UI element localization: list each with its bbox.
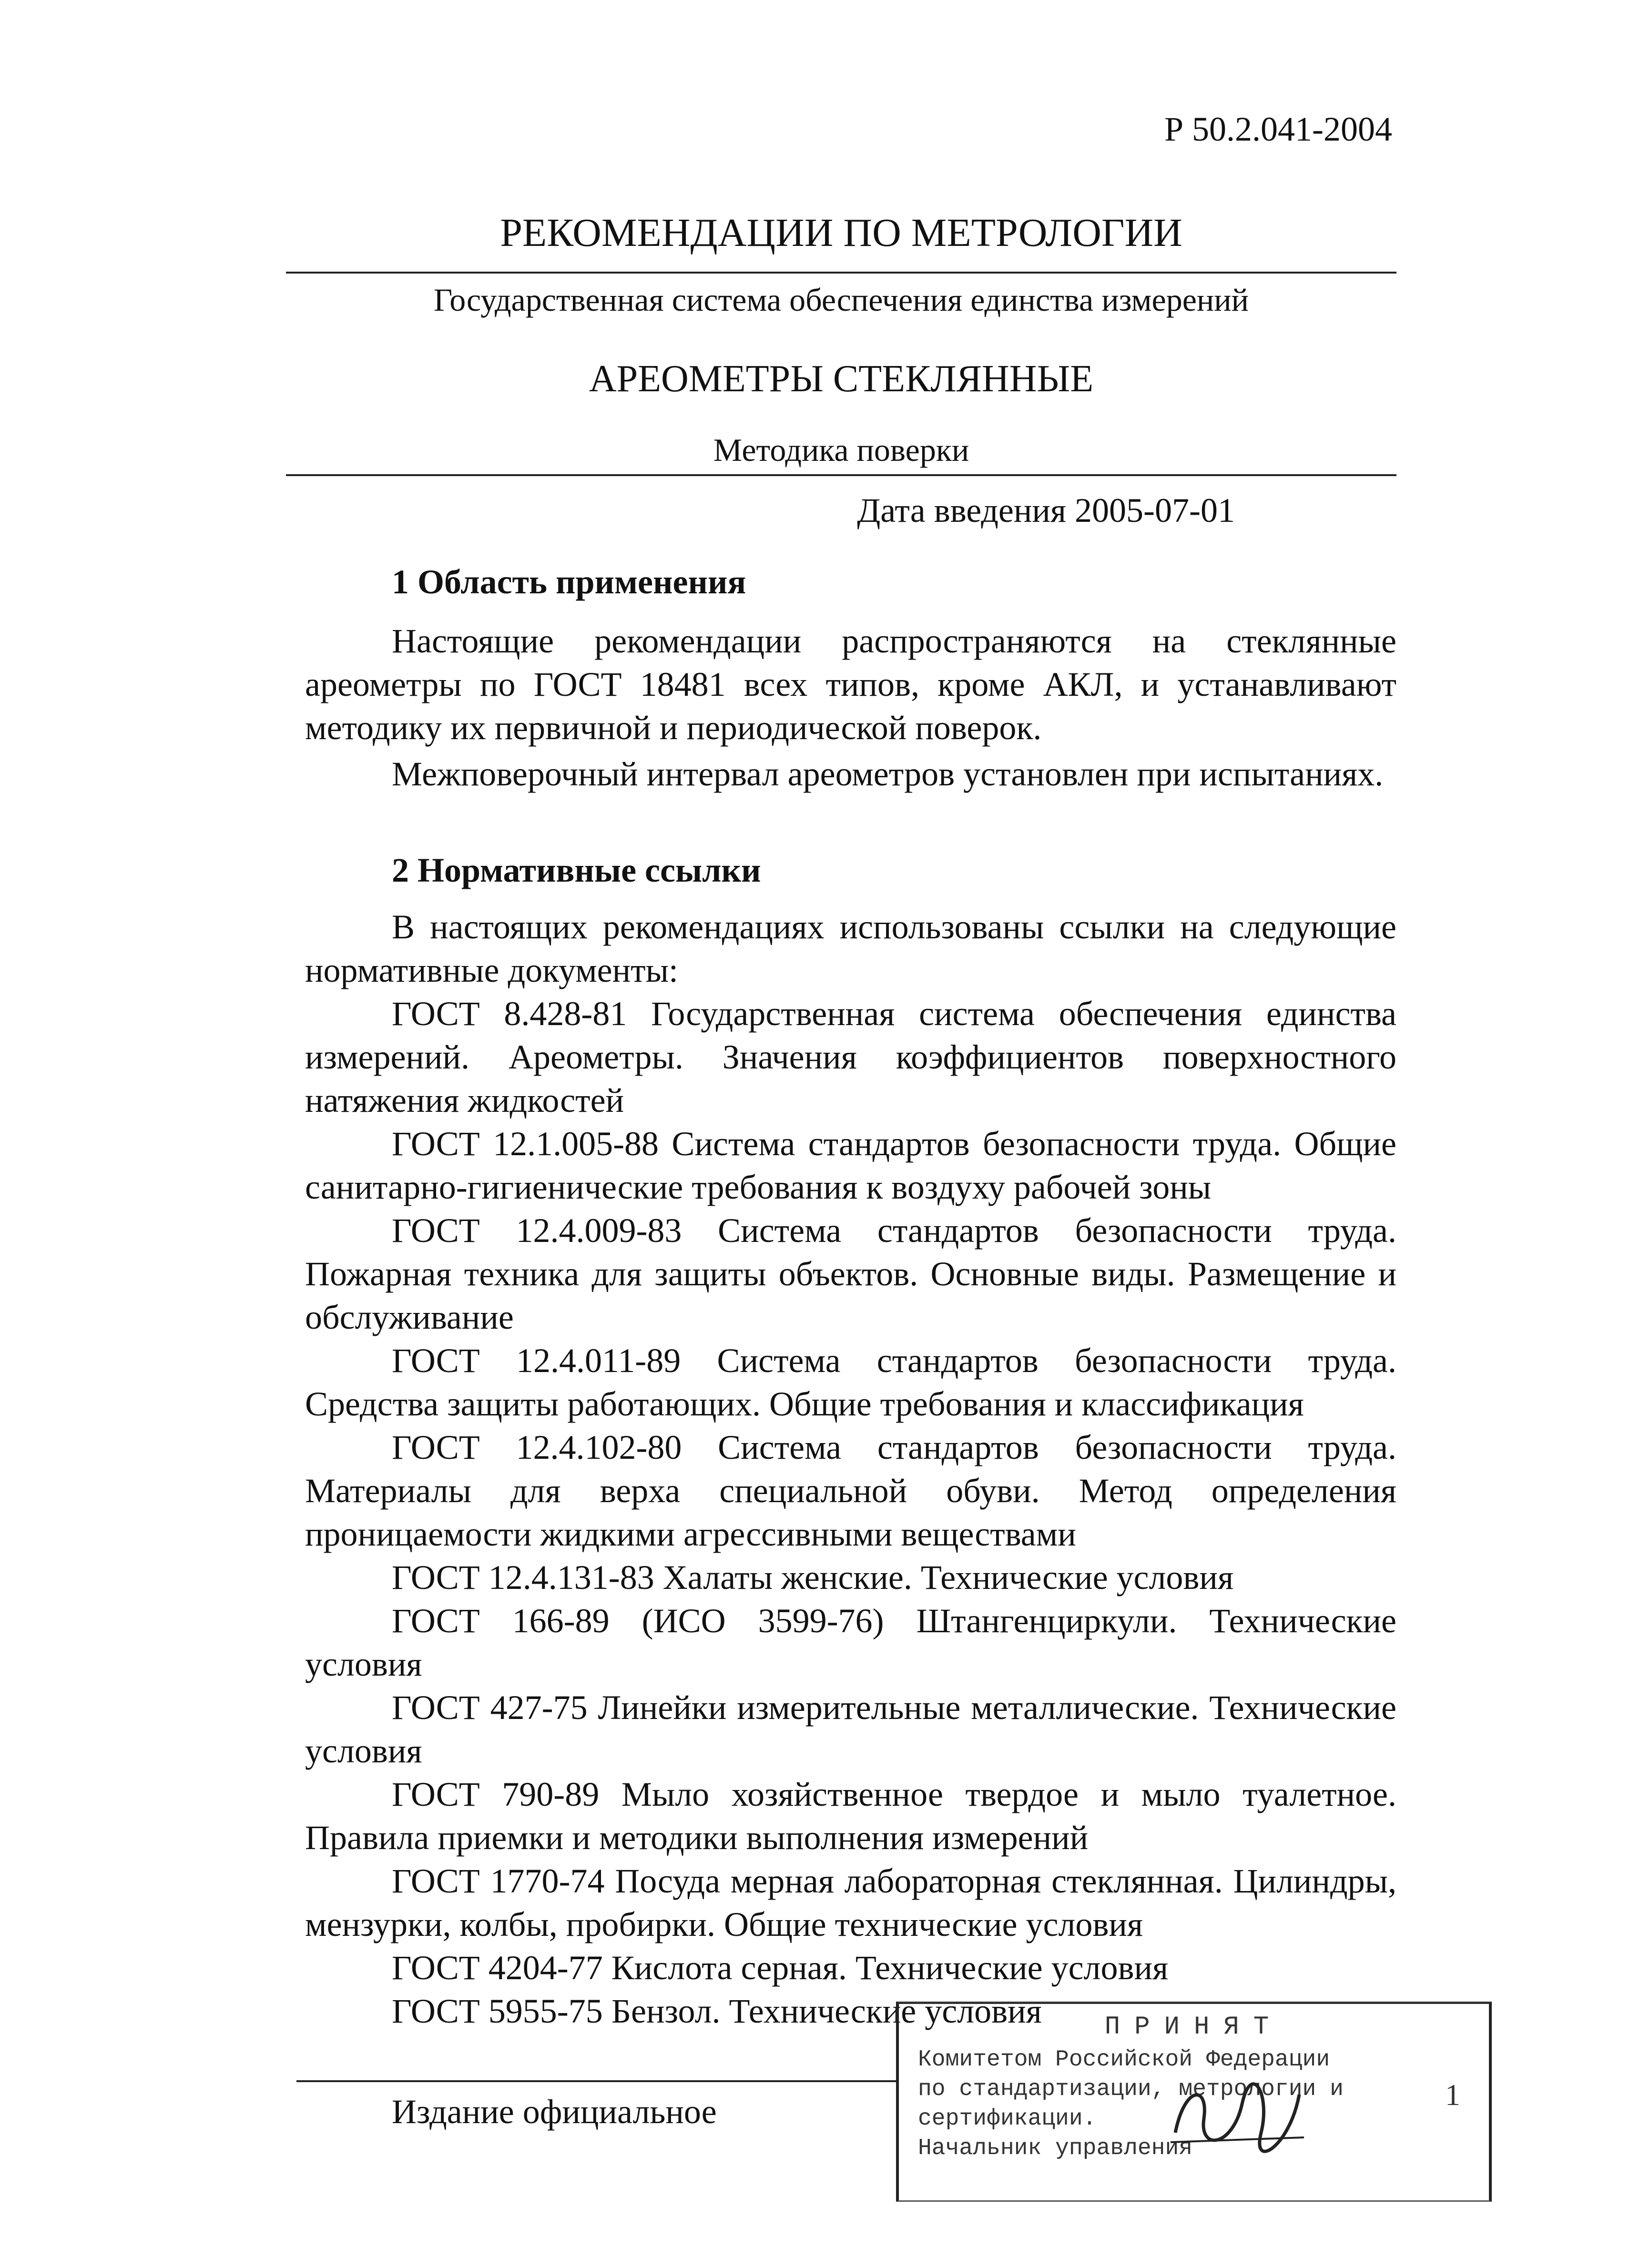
reference-item: ГОСТ 166-89 (ИСО 3599-76) Штангенциркули. Технические условия [305, 1602, 1396, 1683]
section-2-body [305, 905, 1396, 2033]
page-number: 1 [1445, 2078, 1460, 2112]
stamp-title: ПРИНЯТ [1104, 2013, 1283, 2042]
section-2-heading: 2 Нормативные ссылки [392, 851, 761, 889]
paragraph: Настоящие рекомендации распространяются на стеклянные ареометры по ГОСТ 18481 всех типов, кроме АКЛ, и устанавливают методику их первичной и периодической поверок. [305, 622, 1396, 747]
document-subtitle: Методика поверки [713, 432, 969, 468]
reference-item: ГОСТ 427-75 Линейки измерительные металлические. Технические условия [305, 1688, 1396, 1770]
header-rule-bottom [286, 474, 1396, 476]
official-edition-label: Издание официальное [392, 2093, 717, 2131]
reference-item: ГОСТ 12.4.131-83 Халаты женские. Технические условия [392, 1558, 1234, 1597]
reference-item: ГОСТ 4204-77 Кислота серная. Технические условия [392, 1949, 1169, 1987]
document-category: РЕКОМЕНДАЦИИ ПО МЕТРОЛОГИИ [500, 211, 1182, 255]
header-rule-top [286, 272, 1396, 274]
reference-item: ГОСТ 12.4.011-89 Система стандартов безопасности труда. Средства защиты работающих. Общие требования и классификация [305, 1342, 1396, 1423]
stamp-line: по стандартизации, метрологии и [918, 2076, 1344, 2102]
reference-item: ГОСТ 12.1.005-88 Система стандартов безопасности труда. Общие санитарно-гигиенические требования к воздуху рабочей зоны [305, 1125, 1396, 1206]
stamp-line: Комитетом Российской Федерации [918, 2047, 1330, 2073]
section-1-body [305, 620, 1396, 796]
reference-item: ГОСТ 12.4.102-80 Система стандартов безопасности труда. Материалы для верха специальной обуви. Метод определения проницаемости жидкими агрессивными веществами [305, 1428, 1396, 1553]
stamp-line: Начальник управления [918, 2136, 1193, 2161]
paragraph: В настоящих рекомендациях использованы ссылки на следующие нормативные документы: [305, 908, 1396, 989]
document-title: АРЕОМЕТРЫ СТЕКЛЯННЫЕ [589, 358, 1094, 400]
reference-item: ГОСТ 12.4.009-83 Система стандартов безопасности труда. Пожарная техника для защиты объектов. Основные виды. Размещение и обслуживание [305, 1211, 1396, 1336]
system-title: Государственная система обеспечения единства измерений [433, 282, 1249, 318]
signature-icon [1166, 2075, 1309, 2156]
stamp-line: сертификации. [918, 2106, 1097, 2132]
reference-item: ГОСТ 5955-75 Бензол. Технические условия [392, 1992, 1042, 2030]
introduction-date: Дата введения 2005-07-01 [857, 491, 1235, 529]
paragraph: Межповерочный интервал ареометров установлен при испытаниях. [392, 755, 1384, 793]
footer-rule [296, 2080, 897, 2082]
document-code: Р 50.2.041-2004 [1164, 110, 1392, 148]
reference-item: ГОСТ 1770-74 Посуда мерная лабораторная стеклянная. Цилиндры, мензурки, колбы, пробирки. Общие технические условия [305, 1862, 1396, 1943]
section-1-heading: 1 Область применения [392, 563, 746, 601]
reference-item: ГОСТ 790-89 Мыло хозяйственное твердое и мыло туалетное. Правила приемки и методики выполнения измерений [305, 1775, 1396, 1857]
approval-stamp [896, 2002, 1492, 2202]
reference-item: ГОСТ 8.428-81 Государственная система обеспечения единства измерений. Ареометры. Значения коэффициентов поверхностного натяжения жидкостей [305, 995, 1396, 1119]
